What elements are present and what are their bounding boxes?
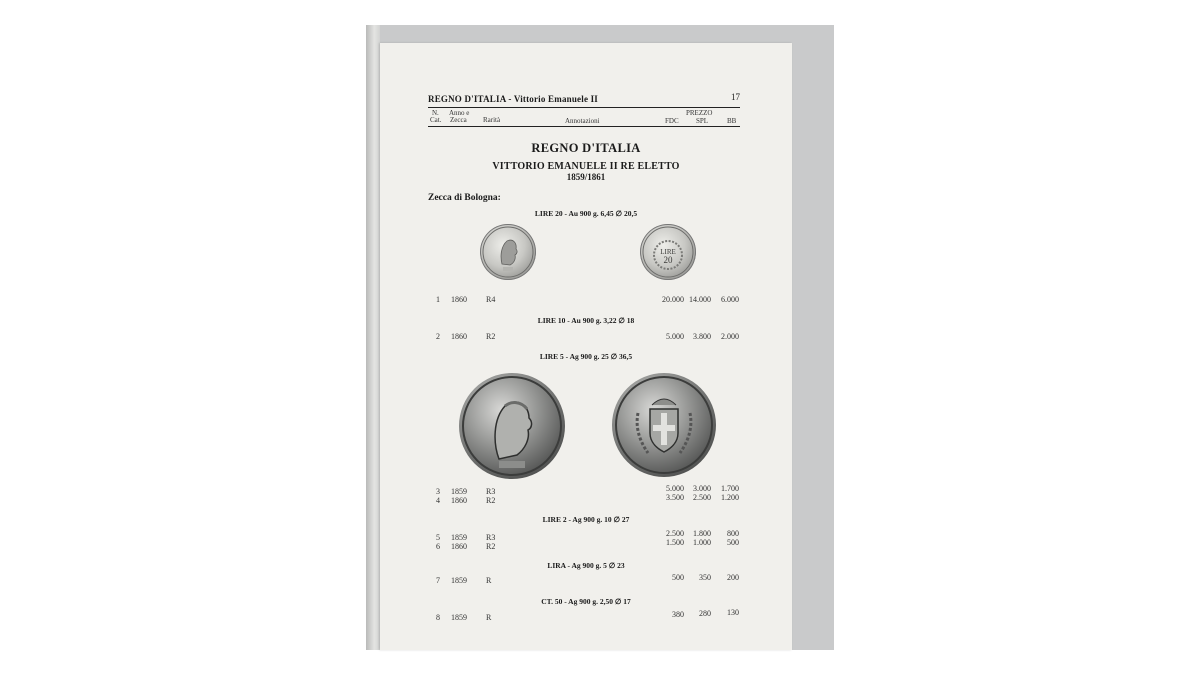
row-2-spl: 3.800 bbox=[693, 332, 711, 341]
row-8-number: 8 bbox=[436, 613, 440, 622]
row-3-number: 3 bbox=[436, 487, 440, 496]
coin-title-lira: LIRA - Ag 900 g. 5 ∅ 23 bbox=[547, 561, 625, 570]
row-1-fdc: 20.000 bbox=[662, 295, 684, 304]
row-7-year: 1859 bbox=[451, 576, 467, 585]
coin-title-lire-5: LIRE 5 - Ag 900 g. 25 ∅ 36,5 bbox=[539, 352, 633, 361]
row-7-fdc: 500 bbox=[672, 573, 684, 582]
row-1-number: 1 bbox=[436, 295, 440, 304]
row-5-rarity: R3 bbox=[486, 533, 496, 542]
col-cat-label: Cat. bbox=[430, 116, 442, 124]
row-8-bb: 130 bbox=[727, 608, 739, 617]
row-5-bb: 800 bbox=[727, 529, 739, 538]
coin-title-ct-50: CT. 50 - Ag 900 g. 2,50 ∅ 17 bbox=[541, 597, 631, 606]
row-6-spl: 1.000 bbox=[693, 538, 711, 547]
row-2-fdc: 5.000 bbox=[666, 332, 684, 341]
row-7-bb: 200 bbox=[727, 573, 739, 582]
row-6-fdc: 1.500 bbox=[666, 538, 684, 547]
lire-20-reverse-image bbox=[640, 224, 696, 280]
row-3-bb: 1.700 bbox=[721, 484, 739, 493]
book-spine bbox=[366, 25, 380, 650]
row-4-bb: 1.200 bbox=[721, 493, 739, 502]
row-2-year: 1860 bbox=[451, 332, 467, 341]
row-6-bb: 500 bbox=[727, 538, 739, 547]
row-3-fdc: 5.000 bbox=[666, 484, 684, 493]
col-notes-label: Annotazioni bbox=[565, 117, 600, 125]
row-8-spl: 280 bbox=[699, 609, 711, 618]
row-2-rarity: R2 bbox=[486, 332, 496, 341]
kingdom-title: REGNO D'ITALIA bbox=[531, 141, 641, 155]
row-7-rarity: R bbox=[486, 576, 492, 585]
row-7-number: 7 bbox=[436, 576, 440, 585]
row-4-rarity: R2 bbox=[486, 496, 496, 505]
header-rule-bottom bbox=[428, 126, 740, 127]
row-3-spl: 3.000 bbox=[693, 484, 711, 493]
king-title: VITTORIO EMANUELE II RE ELETTO bbox=[492, 161, 680, 172]
row-2-bb: 2.000 bbox=[721, 332, 739, 341]
row-4-fdc: 3.500 bbox=[666, 493, 684, 502]
reign-years: 1859/1861 bbox=[566, 172, 606, 182]
coin-title-lire-10: LIRE 10 - Au 900 g. 3,22 ∅ 18 bbox=[537, 316, 635, 325]
row-3-rarity: R3 bbox=[486, 487, 496, 496]
row-8-fdc: 380 bbox=[672, 610, 684, 619]
row-1-year: 1860 bbox=[451, 295, 467, 304]
page-number: 17 bbox=[731, 92, 740, 102]
coin-title-lire-2: LIRE 2 - Ag 900 g. 10 ∅ 27 bbox=[542, 515, 630, 524]
lire-5-obverse-image bbox=[459, 373, 565, 479]
row-5-spl: 1.800 bbox=[693, 529, 711, 538]
row-6-rarity: R2 bbox=[486, 542, 496, 551]
coin-title-lire-20: LIRE 20 - Au 900 g. 6,45 ∅ 20,5 bbox=[534, 209, 638, 218]
running-head-title: REGNO D'ITALIA - Vittorio Emanuele II bbox=[428, 94, 598, 104]
lire-20-reverse-text-2: 20 bbox=[663, 255, 673, 265]
row-1-spl: 14.000 bbox=[689, 295, 711, 304]
mint-heading: Zecca di Bologna: bbox=[428, 193, 501, 203]
header-rule-top bbox=[428, 107, 740, 108]
row-6-number: 6 bbox=[436, 542, 440, 551]
row-5-fdc: 2.500 bbox=[666, 529, 684, 538]
row-4-number: 4 bbox=[436, 496, 440, 505]
row-4-spl: 2.500 bbox=[693, 493, 711, 502]
row-8-year: 1859 bbox=[451, 613, 467, 622]
col-year-label-a: Anno e bbox=[449, 109, 470, 117]
col-rarity-label: Rarità bbox=[483, 116, 501, 124]
col-bb-label: BB bbox=[727, 117, 737, 125]
lire-5-reverse-image bbox=[612, 373, 716, 477]
lire-20-obverse-image bbox=[480, 224, 536, 280]
row-7-spl: 350 bbox=[699, 573, 711, 582]
col-year-label-b: Zecca bbox=[450, 116, 467, 124]
row-1-bb: 6.000 bbox=[721, 295, 739, 304]
col-num-label: N. bbox=[432, 109, 439, 117]
row-5-number: 5 bbox=[436, 533, 440, 542]
row-5-year: 1859 bbox=[451, 533, 467, 542]
row-6-year: 1860 bbox=[451, 542, 467, 551]
col-price-label: PREZZO bbox=[686, 109, 713, 117]
row-3-year: 1859 bbox=[451, 487, 467, 496]
col-fdc-label: FDC bbox=[665, 117, 679, 125]
row-1-rarity: R4 bbox=[486, 295, 496, 304]
row-2-number: 2 bbox=[436, 332, 440, 341]
row-4-year: 1860 bbox=[451, 496, 467, 505]
col-spl-label: SPL bbox=[696, 117, 709, 125]
lire-20-reverse-text-1: LIRE bbox=[660, 248, 676, 256]
catalog-page bbox=[380, 43, 792, 650]
row-8-rarity: R bbox=[486, 613, 492, 622]
